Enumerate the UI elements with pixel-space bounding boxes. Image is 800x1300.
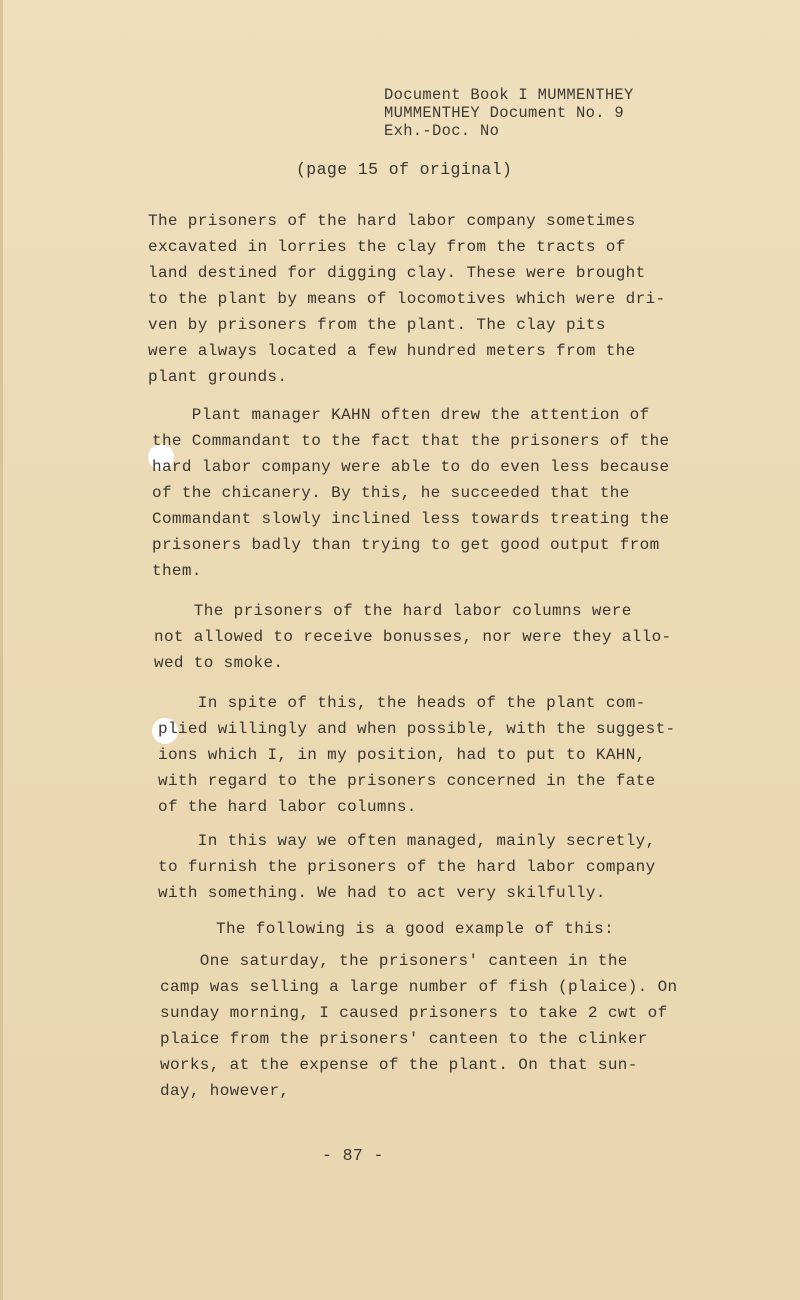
text-line: plant grounds. [148,368,288,386]
text-line: camp was selling a large number of fish (plaice). On [160,978,678,996]
text-line: prisoners badly than trying to get good output from [152,536,660,554]
text-line: plied willingly and when possible, with the suggest- [158,720,676,738]
text-line: The following is a good example of this: [216,920,615,938]
header-line-doc-number: MUMMENTHEY Document No. 9 [384,104,625,122]
text-line: ven by prisoners from the plant. The clay pits [148,316,606,334]
text-line: to the plant by means of locomotives which were dri- [148,290,666,308]
text-line: hard labor company were able to do even less because [152,458,670,476]
text-line: with regard to the prisoners concerned in the fate [158,772,656,790]
text-line: were always located a few hundred meters from the [148,342,636,360]
header-line-exhibit: Exh.-Doc. No [384,122,500,140]
text-line: day, however, [160,1082,290,1100]
paragraph-secret-supply [158,828,656,906]
text-line: the Commandant to the fact that the prisoners of the [152,432,670,450]
text-line: Plant manager KAHN often drew the attention of [152,406,650,424]
document-header [384,86,634,140]
text-line: them. [152,562,202,580]
text-line: land destined for digging clay. These were brought [148,264,646,282]
paragraph-fish-example [160,948,677,1104]
text-line: In this way we often managed, mainly secretly, [158,832,656,850]
text-line: of the chicanery. By this, he succeeded that the [152,484,630,502]
paragraph-bonusses [154,598,671,676]
paragraph-clay-excavation [148,208,665,390]
paragraph-example-intro [216,916,614,942]
text-line: plaice from the prisoners' canteen to the clinker [160,1030,648,1048]
text-line: not allowed to receive bonusses, nor were they allo- [154,628,672,646]
original-page-reference: (page 15 of original) [296,160,513,179]
text-line: to furnish the prisoners of the hard labor company [158,858,656,876]
page-edge [0,0,3,1300]
text-line: wed to smoke. [154,654,284,672]
text-line: works, at the expense of the plant. On that sun- [160,1056,638,1074]
text-line: The prisoners of the hard labor company sometimes [148,212,636,230]
paragraph-plant-manager [152,402,669,584]
text-line: The prisoners of the hard labor columns were [154,602,632,620]
page-number: - 87 - [322,1146,384,1165]
text-line: In spite of this, the heads of the plant com- [158,694,646,712]
text-line: sunday morning, I caused prisoners to take 2 cwt of [160,1004,668,1022]
text-line: excavated in lorries the clay from the tracts of [148,238,626,256]
text-line: One saturday, the prisoners' canteen in the [160,952,628,970]
text-line: with something. We had to act very skilfully. [158,884,606,902]
text-line: ions which I, in my position, had to put to KAHN, [158,746,646,764]
text-line: of the hard labor columns. [158,798,417,816]
paragraph-heads-complied [158,690,675,820]
text-line: Commandant slowly inclined less towards treating the [152,510,670,528]
header-line-book: Document Book I MUMMENTHEY [384,86,634,104]
